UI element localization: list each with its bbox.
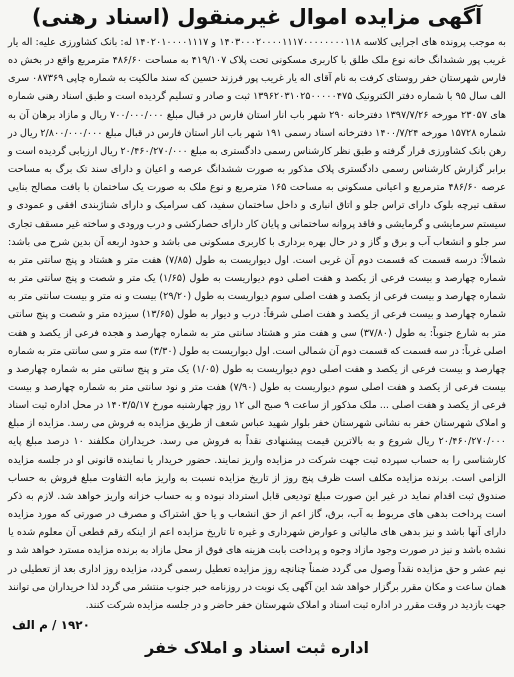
notice-body: به موجب پرونده های اجرایی کلاسه ۱۴۰۳۰۰۰۲۰۰۰۰۱۱۱۷۰۰۰۰۰۰۰۰۱۱۸ و ۱۴۰۲۰۱۰۰۰۰۱۱۱۷ له: بانک کشاورزی علیه: اله یار غریب پور ششدانگ خانه نوع ملک طلق با کاربری مسکونی تحت پلاک ۴۱۹/۱۰۷ به مساحت ۴۸۶/۶۰ مترمربع واقع در بخش ده فارس شهرستان خفر روستای کرفت به نام آقای اله یار غریب پور فرزند حسین که سند مالکیت به شماره چاپی ۰۸۷۳۶۹ سری الف سال ۹۵ با شماره دفتر الکترونیک ۱۳۹۶۲۰۳۱۰۲۵۰۰۰۰۰۴۷۵ ثبت و صادر و تسلیم گردیده است و طبق اسناد رهنی شماره های ۲۳۰۵۷ مورخه ۱۳۹۷/۷/۲۶ دفترخانه ۲۹۰ شهر باب انار استان فارس در قبال مبلغ ۷۰۰/۰۰۰/۰۰۰ ریال و مازاد برهان آن به شماره ۱۵۷۲۸ مورخه ۱۴۰۰/۷/۲۴ دفترخانه اسناد رسمی ۱۹۱ شهر باب انار استان فارس در قبال مبلغ ۲/۸۰۰/۰۰۰/۰۰۰ ریال در رهن بانک کشاورزی قرار گرفته و طبق نظر کارشناس رسمی دادگستری به مبلغ ۲۰/۴۶۰/۲۷۰/۰۰۰ ریال ارزیابی گردیده است و برابر گزارش کارشناس رسمی دادگستری پلاک مذکور به صورت ششدانگ عرصه و اعیان و دارای سند تک برگ به مساحت عرصه ۴۸۶/۶۰ مترمربع و اعیانی مسکونی به مساحت ۱۶۵ مترمربع و نوع ملک به صورت یک ساختمان با بافت مصالح بنایی سقف تیرچه بلوک دارای تراس جلو و اتاق انباری و داخل ساختمان سفید، کف سرامیک و دارای شناژبندی افقی و عمودی و سیستم سرمایشی و گرمایشی و فاقد پروانه ساختمانی و پایان کار دارای حصارکشی و درب ورودی و ساخته غیر مسقف تجاری سر جلو و انشعاب آب و برق و گاز و در حال بهره برداری با کاربری مسکونی می باشد و حدود اربعه آن بدین شرح می باشد: شمالاً: درسه قسمت که قسمت دوم آن غربی است. اول دیواریست به طول (۷/۸۵) هفت متر و هشتاد و پنج سانتی متر به شماره چهارصد و بیست فرعی از یکصد و هفت اصلی دوم دیواریست به طول (۱/۶۵) یک متر و شصت و پنج سانتی متر به شماره چهارصد و بیست فرعی از یکصد و هفت اصلی سوم دیواریست به طول (۲۹/۲۰) بیست و نه متر و بیست سانتی متر به شماره چهارصد و بیست فرعی از یکصد و هفت اصلی شرقاً: درب و دیوار به طول (۱۳/۶۵) سیزده متر و شصت و پنج سانتی متر به شارع جنوباً: به طول (۳۷/۸۰) سی و هفت متر و هشتاد سانتی متر به شماره چهارصد و هجده فرعی از یکصد و هفت اصلی غرباً: در سه قسمت که قسمت دوم آن شمالی است. اول دیواریست به طول (۳/۳۰) سه متر و سی سانتی متر به شماره چهارصد و بیست فرعی از یکصد و هفت اصلی دوم دیواریست به طول (۱/۰۵) یک متر و پنج سانتی متر به شماره چهارصد و بیست فرعی از یکصد و هفت اصلی سوم دیواریست به طول (۷/۹۰) هفت متر و نود سانتی متر به شماره چهارصد و بیست فرعی از یکصد و هفت اصلی ... ملک مذکور از ساعت ۹ صبح الی ۱۲ روز چهارشنبه مورخ ۱۴۰۳/۵/۱۷ در محل اداره ثبت اسناد و املاک شهرستان خفر به نشانی شهرستان خفر بلوار شهید عباس شعف از طریق مزایده به فروش می رسد. مزایده از مبلغ ۲۰/۴۶۰/۲۷۰/۰۰۰ ریال شروع و به بالاترین قیمت پیشنهادی نقداً به فروش می رسد. خریداران مکلفند ۱۰ درصد مبلغ پایه کارشناسی را به حساب سپرده ثبت جهت شرکت در مزایده واریز نمایند. حضور خریدار یا نماینده قانونی او در جلسه مزایده الزامی است. برنده مزایده مکلف است ظرف پنج روز از تاریخ مزایده نسبت به واریز مابه التفاوت مبلغ فروش به حساب صندوق ثبت اقدام نماید در غیر این صورت مبلغ تودیعی قابل استرداد نبوده و به حساب خزانه واریز خواهد شد. لازم به ذکر است پرداخت بدهی های مربوط به آب، برق، گاز اعم از حق انشعاب و یا حق اشتراک و مصرف در صورتی که مورد مزایده دارای آنها باشد و نیز بدهی های مالیاتی و عوارض شهرداری و غیره تا تاریخ مزایده اعم از اینکه رقم قطعی آن معلوم شده یا نشده باشد و نیز در صورت وجود مازاد وجوه و پرداخت بابت هزینه های فوق از محل مازاد به برنده مزایده مسترد خواهد شد و نیم عشر و حق مزایده نقداً وصول می گردد ضمناً چنانچه روز مزایده تعطیل رسمی گردد، مزایده روز اداری بعد از تعطیلی در همان ساعت و مکان مقرر برگزار خواهد شد این آگهی یک نوبت در روزنامه خبر جنوب منتشر می گردد لذا خریداران می توانند جهت بازدید در وقت مقرر در اداره ثبت اسناد و املاک شهرستان خفر حاضر و در جلسه مزایده شرکت کنند. [8,37,507,611]
notice-signature: اداره ثبت اسناد و املاک خفر [145,638,369,657]
notice-code: ۱۹۲۰ / م الف [12,618,90,632]
notice-title: آگهی مزایده اموال غیرمنقول (اسناد رهنی) [31,5,483,29]
